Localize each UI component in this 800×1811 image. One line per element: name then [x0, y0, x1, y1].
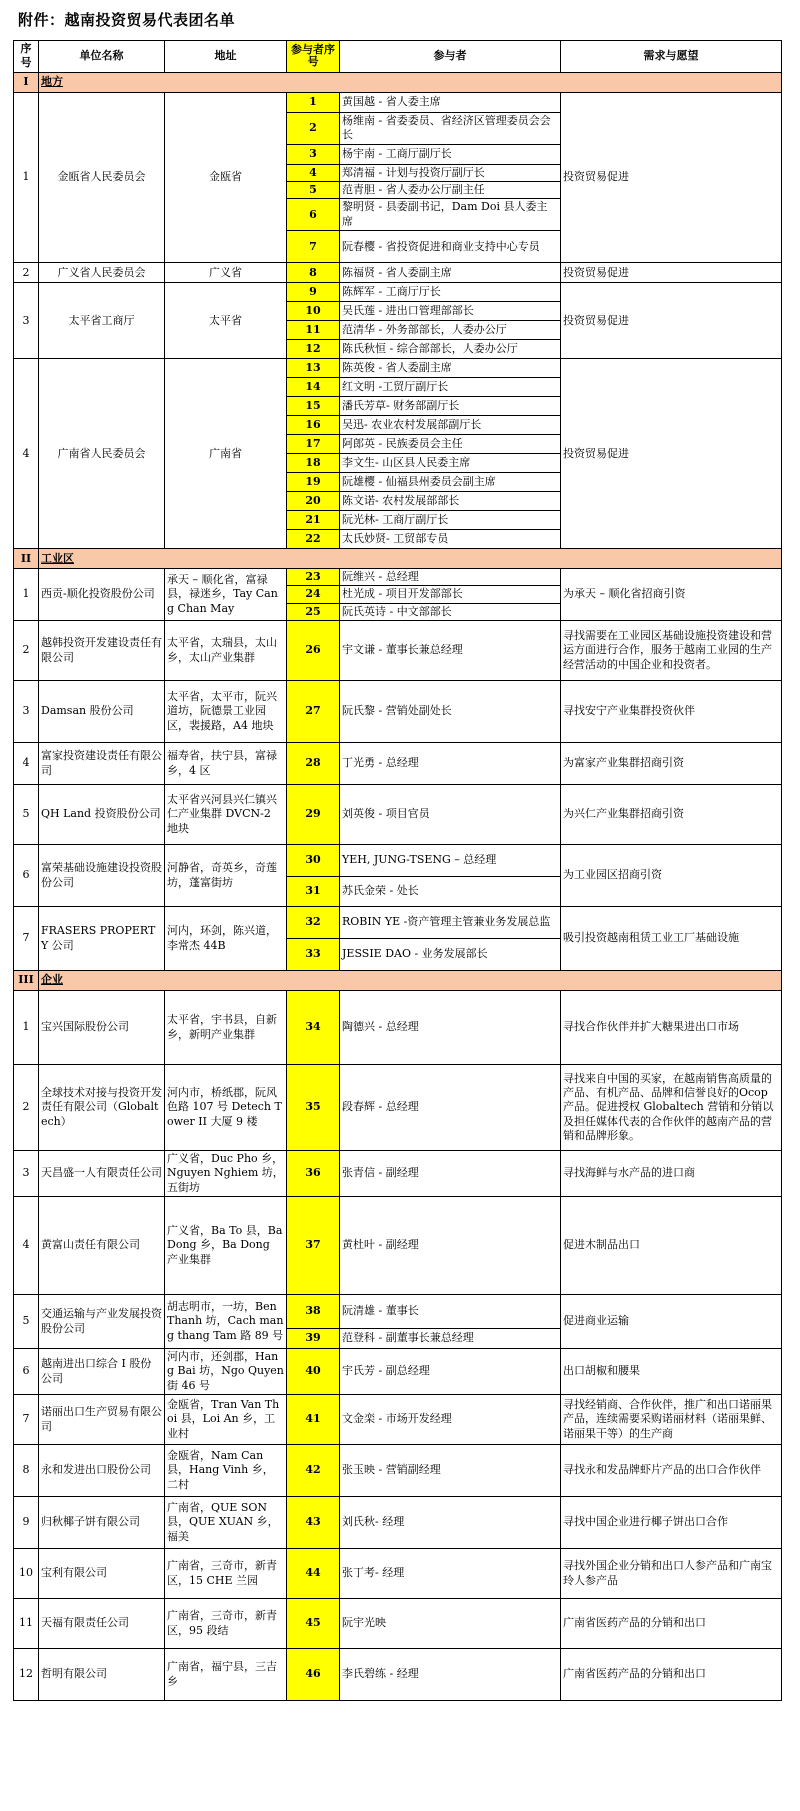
org-name: 西贡-顺化投资股份公司: [39, 569, 165, 621]
participant-number: 18: [287, 454, 340, 473]
table-row: [14, 1295, 782, 1329]
org-address: 金瓯省，Nam Can 县，Hang Vinh 乡，二村: [165, 1445, 287, 1497]
org-index: 1: [14, 991, 39, 1065]
org-needs: 为兴仁产业集群招商引资: [561, 785, 782, 845]
participant-number: 32: [287, 907, 340, 939]
participant-number: 45: [287, 1599, 340, 1649]
org-index: 4: [14, 743, 39, 785]
table-row: [14, 681, 782, 743]
participant-name: 李文生- 山区县人民委主席: [340, 454, 561, 473]
org-index: 3: [14, 681, 39, 743]
participant-number: 24: [287, 586, 340, 603]
header-index: 序号: [14, 41, 39, 73]
participant-name: YEH, JUNG-TSENG – 总经理: [340, 845, 561, 877]
participant-number: 7: [287, 231, 340, 263]
org-needs: 寻找来自中国的买家，在越南销售高质量的产品、有机产品、品牌和信誉良好的Ocop 产品。促进授权 Globaltech 营销和分销以及担任媒体代表的合作伙伴的越南产品的营销和品牌形象。: [561, 1065, 782, 1151]
participant-number: 6: [287, 199, 340, 231]
participant-number: 3: [287, 144, 340, 164]
participant-number: 42: [287, 1445, 340, 1497]
org-address: 太平省兴河县兴仁镇兴仁产业集群 DVCN-2 地块: [165, 785, 287, 845]
org-needs: 出口胡椒和腰果: [561, 1349, 782, 1395]
section-numeral: III: [14, 971, 39, 991]
table-row: [14, 1549, 782, 1599]
table-row: [14, 1151, 782, 1197]
org-address: 广南省，三奇市，新青区，95 段结: [165, 1599, 287, 1649]
participant-number: 23: [287, 569, 340, 586]
participant-number: 38: [287, 1295, 340, 1329]
participant-number: 17: [287, 435, 340, 454]
org-name: 越南进出口综合 I 股份公司: [39, 1349, 165, 1395]
org-name: Damsan 股份公司: [39, 681, 165, 743]
org-needs: 促进木制品出口: [561, 1197, 782, 1295]
participant-number: 40: [287, 1349, 340, 1395]
org-needs: 投资贸易促进: [561, 263, 782, 283]
table-row: [14, 621, 782, 681]
delegation-table: [13, 40, 782, 1701]
org-name: 交通运输与产业发展投资股份公司: [39, 1295, 165, 1349]
table-row: [14, 1497, 782, 1549]
participant-number: 15: [287, 397, 340, 416]
participant-name: 杨维南 - 省委委员、省经济区管理委员会会长: [340, 112, 561, 144]
participant-number: 41: [287, 1395, 340, 1445]
participant-name: 黄杜叶 - 副经理: [340, 1197, 561, 1295]
participant-name: 张青信 - 副经理: [340, 1151, 561, 1197]
org-address: 广南省，三奇市，新青区，15 CHE 兰园: [165, 1549, 287, 1599]
section-row: [14, 971, 782, 991]
org-name: 黄富山责任有限公司: [39, 1197, 165, 1295]
header-org-name: 单位名称: [39, 41, 165, 73]
org-needs: 广南省医药产品的分销和出口: [561, 1599, 782, 1649]
participant-number: 35: [287, 1065, 340, 1151]
org-address: 胡志明市，一坊，Ben Thanh 坊，Cach mang thang Tam 路 89 号: [165, 1295, 287, 1349]
participant-number: 9: [287, 283, 340, 302]
org-index: 4: [14, 359, 39, 549]
org-name: 诺丽出口生产贸易有限公司: [39, 1395, 165, 1445]
org-needs: 为工业园区招商引资: [561, 845, 782, 907]
org-index: 10: [14, 1549, 39, 1599]
table-row: [14, 743, 782, 785]
participant-name: 宇文谦 - 董事长兼总经理: [340, 621, 561, 681]
participant-name: 苏氏金荣 - 处长: [340, 877, 561, 907]
participant-name: 陈文诺- 农村发展部部长: [340, 492, 561, 511]
org-name: 永和发进出口股份公司: [39, 1445, 165, 1497]
org-name: QH Land 投资股份公司: [39, 785, 165, 845]
org-needs: 寻找需要在工业园区基础设施投资建设和营运方面进行合作，服务于越南工业园的生产经营活动的中国企业和投资者。: [561, 621, 782, 681]
org-index: 12: [14, 1649, 39, 1701]
participant-number: 1: [287, 92, 340, 112]
participant-name: 刘英俊 - 项目官员: [340, 785, 561, 845]
participant-name: 吴迅- 农业农村发展部副厅长: [340, 416, 561, 435]
participant-number: 28: [287, 743, 340, 785]
org-needs: 为富家产业集群招商引资: [561, 743, 782, 785]
org-address: 广南省，QUE SON 县，QUE XUAN 乡，福美: [165, 1497, 287, 1549]
org-name: 富荣基础设施建设投资股份公司: [39, 845, 165, 907]
org-name: 天福有限责任公司: [39, 1599, 165, 1649]
org-needs: 寻找永和发品牌虾片产品的出口合作伙伴: [561, 1445, 782, 1497]
participant-number: 36: [287, 1151, 340, 1197]
org-index: 5: [14, 1295, 39, 1349]
org-index: 9: [14, 1497, 39, 1549]
participant-name: 阮春樱 - 省投资促进和商业支持中心专员: [340, 231, 561, 263]
participant-name: 段春辉 - 总经理: [340, 1065, 561, 1151]
participant-number: 30: [287, 845, 340, 877]
participant-number: 11: [287, 321, 340, 340]
participant-number: 10: [287, 302, 340, 321]
table-row: [14, 283, 782, 302]
participant-name: 郑清福 - 计划与投资厅副厅长: [340, 164, 561, 181]
participant-name: 范青胆 - 省人委办公厅副主任: [340, 181, 561, 198]
section-title-cell: [39, 549, 782, 569]
org-needs: 寻找合作伙伴并扩大糖果进出口市场: [561, 991, 782, 1065]
org-name: FRASERS PROPERTY 公司: [39, 907, 165, 971]
participant-name: 阮维兴 - 总经理: [340, 569, 561, 586]
org-index: 1: [14, 569, 39, 621]
section-numeral: II: [14, 549, 39, 569]
participant-number: 13: [287, 359, 340, 378]
table-row: [14, 92, 782, 112]
participant-name: 红文明 -工贸厅副厅长: [340, 378, 561, 397]
org-index: 7: [14, 907, 39, 971]
section-title-cell: [39, 971, 782, 991]
org-name: 富家投资建设责任有限公司: [39, 743, 165, 785]
participant-name: 张丁考- 经理: [340, 1549, 561, 1599]
participant-number: 39: [287, 1329, 340, 1349]
section-title: 企业: [41, 973, 63, 987]
table-row: [14, 991, 782, 1065]
org-name: 越韩投资开发建设责任有限公司: [39, 621, 165, 681]
org-index: 6: [14, 845, 39, 907]
org-address: 河静省，奇英乡，奇莲坊，蓬富街坊: [165, 845, 287, 907]
org-address: 广南省: [165, 359, 287, 549]
org-needs: 投资贸易促进: [561, 283, 782, 359]
participant-name: 黄国越 - 省人委主席: [340, 92, 561, 112]
org-index: 3: [14, 1151, 39, 1197]
document-title: 附件：越南投资贸易代表团名单: [18, 11, 236, 29]
org-name: 宝兴国际股份公司: [39, 991, 165, 1065]
participant-name: 宇氏芳 - 副总经理: [340, 1349, 561, 1395]
org-index: 8: [14, 1445, 39, 1497]
participant-name: 丁光勇 - 总经理: [340, 743, 561, 785]
org-address: 金瓯省，Tran Van Thoi 县，Loi An 乡，工业村: [165, 1395, 287, 1445]
participant-number: 34: [287, 991, 340, 1065]
participant-number: 21: [287, 511, 340, 530]
participant-number: 43: [287, 1497, 340, 1549]
org-address: 广义省，Duc Pho 乡，Nguyen Nghiem 坊，五街坊: [165, 1151, 287, 1197]
table-row: [14, 1649, 782, 1701]
org-address: 河内市，桥纸郡，阮风色路 107 号 Detech Tower II 大厦 9 楼: [165, 1065, 287, 1151]
participant-number: 8: [287, 263, 340, 283]
org-name: 全球技术对接与投资开发责任有限公司（Globaltech）: [39, 1065, 165, 1151]
participant-name: 张玉映 - 营销副经理: [340, 1445, 561, 1497]
table-row: [14, 1395, 782, 1445]
participant-name: 陈氏秋恒 - 综合部部长，人委办公厅: [340, 340, 561, 359]
table-row: [14, 1197, 782, 1295]
table-row: [14, 1349, 782, 1395]
org-needs: 投资贸易促进: [561, 92, 782, 263]
org-needs: 寻找中国企业进行椰子饼出口合作: [561, 1497, 782, 1549]
table-row: [14, 785, 782, 845]
participant-name: JESSIE DAO - 业务发展部长: [340, 939, 561, 971]
org-address: 太平省，宇书县，自新乡，新明产业集群: [165, 991, 287, 1065]
participant-number: 22: [287, 530, 340, 549]
participant-name: ROBIN YE -资产管理主管兼业务发展总监: [340, 907, 561, 939]
table-row: [14, 1065, 782, 1151]
org-needs: 广南省医药产品的分销和出口: [561, 1649, 782, 1701]
org-address: 太平省，太平市，阮兴道坊，阮德景工业园区，裴援路，A4 地块: [165, 681, 287, 743]
table-row: [14, 359, 782, 378]
section-row: [14, 72, 782, 92]
table-body: [14, 41, 782, 1701]
participant-name: 范清华 - 外务部部长，人委办公厅: [340, 321, 561, 340]
org-name: 太平省工商厅: [39, 283, 165, 359]
participant-number: 14: [287, 378, 340, 397]
participant-name: 阮雄樱 - 仙福县州委员会副主席: [340, 473, 561, 492]
participant-name: 吴氏莲 - 进出口管理部部长: [340, 302, 561, 321]
org-address: 河内，环剑，陈兴道，李常杰 44B: [165, 907, 287, 971]
org-needs: 促进商业运输: [561, 1295, 782, 1349]
org-index: 2: [14, 621, 39, 681]
table-row: [14, 907, 782, 939]
participant-number: 33: [287, 939, 340, 971]
org-index: 11: [14, 1599, 39, 1649]
org-needs: 寻找安宁产业集群投资伙伴: [561, 681, 782, 743]
table-row: [14, 1445, 782, 1497]
section-title-cell: [39, 72, 782, 92]
org-address: 河内市，还剑郡，Hang Bai 坊，Ngo Quyen 街 46 号: [165, 1349, 287, 1395]
org-index: 6: [14, 1349, 39, 1395]
table-row: [14, 263, 782, 283]
org-address: 广义省: [165, 263, 287, 283]
participant-number: 26: [287, 621, 340, 681]
participant-number: 31: [287, 877, 340, 907]
participant-name: 太氏妙贤- 工贸部专员: [340, 530, 561, 549]
header-address: 地址: [165, 41, 287, 73]
org-name: 归秋椰子饼有限公司: [39, 1497, 165, 1549]
section-title: 地方: [41, 74, 63, 88]
participant-number: 4: [287, 164, 340, 181]
participant-name: 阮氏英诗 - 中文部部长: [340, 603, 561, 620]
section-row: [14, 549, 782, 569]
org-address: 承天 – 顺化省，富禄县，禄迷乡，Tay Cang Chan May: [165, 569, 287, 621]
table-row: [14, 1599, 782, 1649]
participant-name: 阮清雄 - 董事长: [340, 1295, 561, 1329]
org-index: 4: [14, 1197, 39, 1295]
org-needs: 寻找外国企业分销和出口人参产品和广南宝玲人参产品: [561, 1549, 782, 1599]
org-name: 天昌盛一人有限责任公司: [39, 1151, 165, 1197]
participant-number: 46: [287, 1649, 340, 1701]
participant-number: 44: [287, 1549, 340, 1599]
table-header-row: [14, 41, 782, 73]
participant-name: 李氏碧练 - 经理: [340, 1649, 561, 1701]
org-index: 2: [14, 263, 39, 283]
org-needs: 吸引投资越南租赁工业工厂基础设施: [561, 907, 782, 971]
org-needs: 为承天 – 顺化省招商引资: [561, 569, 782, 621]
org-index: 5: [14, 785, 39, 845]
org-name: 金瓯省人民委员会: [39, 92, 165, 263]
participant-number: 19: [287, 473, 340, 492]
participant-number: 12: [287, 340, 340, 359]
participant-name: 刘氏秋- 经理: [340, 1497, 561, 1549]
participant-number: 27: [287, 681, 340, 743]
org-name: 宝利有限公司: [39, 1549, 165, 1599]
table-row: [14, 569, 782, 586]
participant-name: 阮宇光映: [340, 1599, 561, 1649]
table-row: [14, 845, 782, 877]
participant-name: 黎明贤 - 县委副书记，Dam Doi 县人委主席: [340, 199, 561, 231]
participant-name: 陈辉军 - 工商厅厅长: [340, 283, 561, 302]
participant-number: 5: [287, 181, 340, 198]
participant-name: 范登科 - 副董事长兼总经理: [340, 1329, 561, 1349]
participant-name: 陈福贤 - 省人委副主席: [340, 263, 561, 283]
section-title: 工业区: [41, 551, 74, 565]
org-name: 广义省人民委员会: [39, 263, 165, 283]
org-name: 哲明有限公司: [39, 1649, 165, 1701]
participant-name: 阮光林- 工商厅副厅长: [340, 511, 561, 530]
participant-number: 2: [287, 112, 340, 144]
org-index: 1: [14, 92, 39, 263]
header-participant-number: 参与者序号: [287, 41, 340, 73]
participant-name: 阿郎英 - 民族委员会主任: [340, 435, 561, 454]
org-needs: 寻找经销商、合作伙伴，推广和出口诺丽果产品，连续需要采购诺丽材料（诺丽果鲜、诺丽果干等）的生产商: [561, 1395, 782, 1445]
participant-name: 杨宇南 - 工商厅副厅长: [340, 144, 561, 164]
header-needs: 需求与愿望: [561, 41, 782, 73]
org-address: 太平省: [165, 283, 287, 359]
org-address: 广南省，福宁县，三吉乡: [165, 1649, 287, 1701]
participant-number: 25: [287, 603, 340, 620]
participant-name: 陈英俊 - 省人委副主席: [340, 359, 561, 378]
participant-name: 文金栾 - 市场开发经理: [340, 1395, 561, 1445]
org-address: 金瓯省: [165, 92, 287, 263]
org-address: 太平省，太瑞县，太山乡，太山产业集群: [165, 621, 287, 681]
org-needs: 投资贸易促进: [561, 359, 782, 549]
participant-name: 阮氏黎 - 营销处副处长: [340, 681, 561, 743]
org-index: 7: [14, 1395, 39, 1445]
participant-number: 16: [287, 416, 340, 435]
org-address: 福寿省，扶宁县，富禄乡，4 区: [165, 743, 287, 785]
org-index: 2: [14, 1065, 39, 1151]
participant-name: 陶德兴 - 总经理: [340, 991, 561, 1065]
org-index: 3: [14, 283, 39, 359]
org-name: 广南省人民委员会: [39, 359, 165, 549]
org-address: 广义省，Ba To 县，Ba Dong 乡，Ba Dong 产业集群: [165, 1197, 287, 1295]
participant-number: 20: [287, 492, 340, 511]
participant-name: 潘氏芳草- 财务部副厅长: [340, 397, 561, 416]
participant-number: 29: [287, 785, 340, 845]
participant-name: 杜光成 - 项目开发部部长: [340, 586, 561, 603]
org-needs: 寻找海鲜与水产品的进口商: [561, 1151, 782, 1197]
header-participant: 参与者: [340, 41, 561, 73]
section-numeral: I: [14, 72, 39, 92]
participant-number: 37: [287, 1197, 340, 1295]
